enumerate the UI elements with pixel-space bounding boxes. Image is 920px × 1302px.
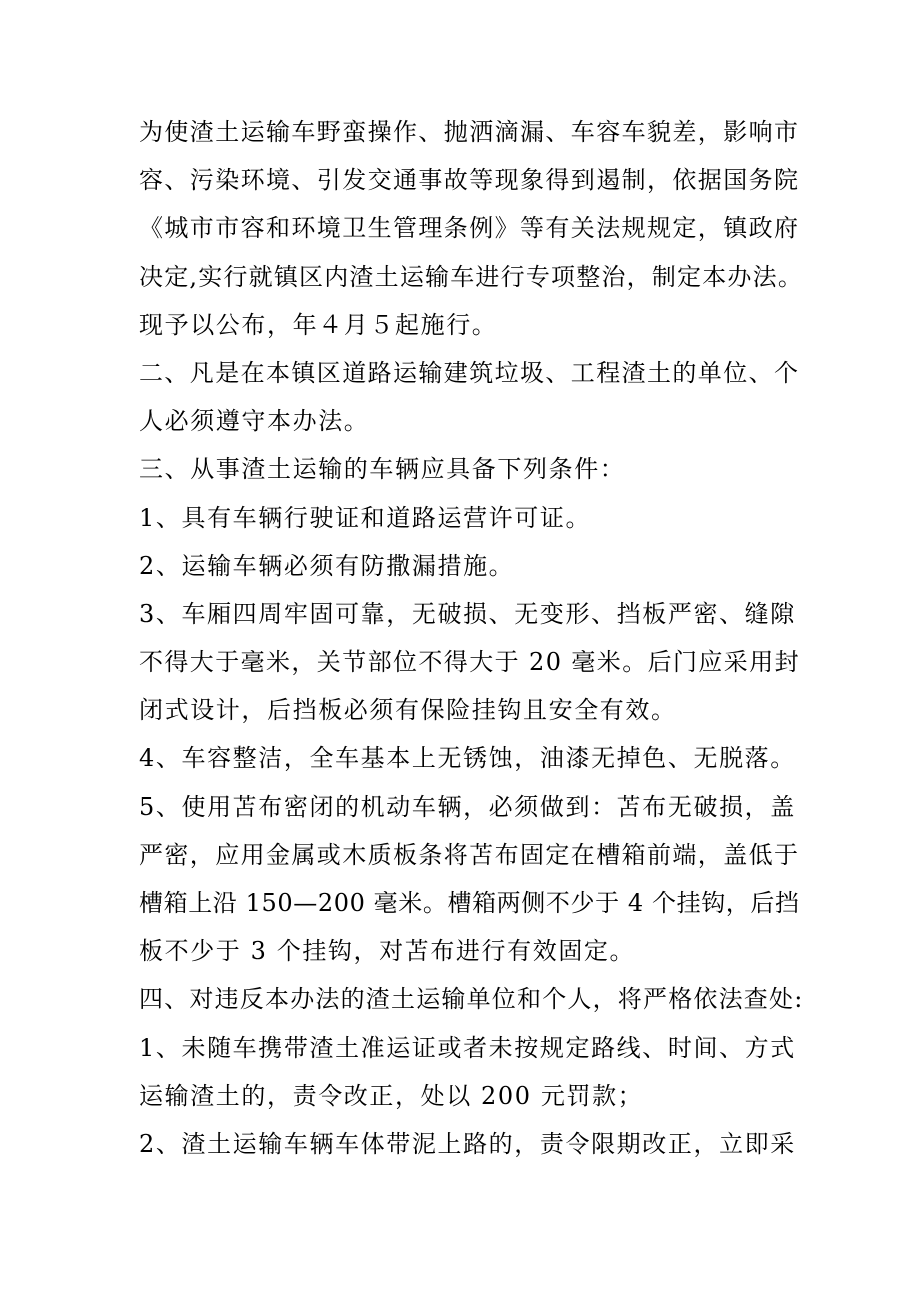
text-line: 决定,实行就镇区内渣土运输车进行专项整治，制定本办法。 <box>139 262 804 291</box>
text-line: 为使渣土运输车野蛮操作、抛洒滴漏、车容车貌差，影响市 <box>139 118 800 146</box>
text-line: 容、污染环境、引发交通事故等现象得到遏制，依据国务院 <box>139 166 800 195</box>
text-line: 2、渣土运输车辆车体带泥上路的，责令限期改正，立即采 <box>139 1129 796 1158</box>
text-line: 闭式设计，后挡板必须有保险挂钩且安全有效。 <box>139 696 677 725</box>
text-line: 2、运输车辆必须有防撒漏措施。 <box>139 551 515 580</box>
text-line: 人必须遵守本办法。 <box>139 407 370 436</box>
text-line: 《城市市容和环境卫生管理条例》等有关法规规定，镇政府 <box>139 214 800 243</box>
text-line: 不得大于毫米，关节部位不得大于 20 毫米。后门应采用封 <box>139 648 800 677</box>
text-line: 现予以公布，年４月５起施行。 <box>139 310 498 339</box>
text-line: 槽箱上沿 150—200 毫米。槽箱两侧不少于 4 个挂钩，后挡 <box>139 889 800 917</box>
text-line: 4、车容整洁，全车基本上无锈蚀，油漆无掉色、无脱落。 <box>139 744 796 773</box>
text-line: 5、使用苫布密闭的机动车辆，必须做到：苫布无破损，盖 <box>139 792 796 821</box>
text-line: 1、未随车携带渣土准运证或者未按规定路线、时间、方式 <box>139 1033 796 1062</box>
text-line: 1、具有车辆行驶证和道路运营许可证。 <box>139 503 592 532</box>
text-line: 三、从事渣土运输的车辆应具备下列条件： <box>139 455 626 484</box>
text-line: 严密，应用金属或木质板条将苫布固定在槽箱前端，盖低于 <box>139 840 800 869</box>
text-line: 四、对违反本办法的渣土运输单位和个人，将严格依法查处: <box>139 985 804 1014</box>
text-line: 板不少于 3 个挂钩，对苫布进行有效固定。 <box>139 937 636 966</box>
text-line: 二、凡是在本镇区道路运输建筑垃圾、工程渣土的单位、个 <box>139 358 800 387</box>
text-line: 运输渣土的，责令改正，处以 200 元罚款； <box>139 1081 644 1110</box>
text-line: 3、车厢四周牢固可靠，无破损、无变形、挡板严密、缝隙 <box>139 599 796 628</box>
document-body <box>139 108 804 1168</box>
